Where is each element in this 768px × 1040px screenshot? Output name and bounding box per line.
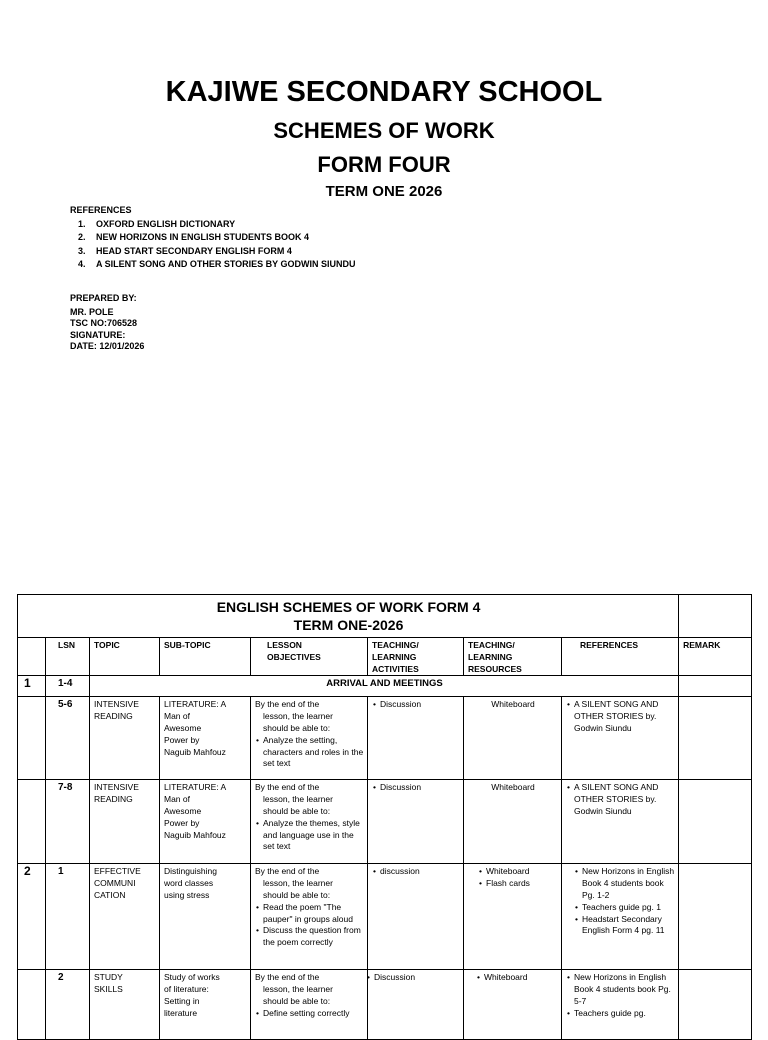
topic-cell: STUDY SKILLS xyxy=(90,970,160,1040)
schemes-table xyxy=(17,594,752,1040)
activities-cell: • Discussion xyxy=(368,780,464,864)
header-subtopic: SUB-TOPIC xyxy=(160,638,251,676)
lesson-number: 7-8 xyxy=(46,780,90,864)
resources-cell: • Whiteboard xyxy=(464,970,562,1040)
remark-cell xyxy=(679,676,752,697)
topic-cell: INTENSIVE READING xyxy=(90,780,160,864)
subtopic-cell: LITERATURE: A Man of Awesome Power by Naguib Mahfouz xyxy=(160,780,251,864)
subtopic-cell: Distinguishing word classes using stress xyxy=(160,864,251,970)
week-cell xyxy=(18,780,46,864)
activities-cell: • discussion xyxy=(368,864,464,970)
remark-cell xyxy=(679,780,752,864)
header-objectives: LESSON OBJECTIVES xyxy=(251,638,368,676)
prepared-heading: PREPARED BY: xyxy=(70,293,137,303)
reference-item: 4. A SILENT SONG AND OTHER STORIES BY GODWIN SIUNDU xyxy=(88,258,356,272)
activities-cell: • Discussion xyxy=(368,970,464,1040)
header-row xyxy=(18,638,752,676)
header-lsn: LSN xyxy=(46,638,90,676)
document-title: SCHEMES OF WORK xyxy=(273,118,495,143)
week-cell xyxy=(18,970,46,1040)
resources-cell: • Whiteboard • Flash cards xyxy=(464,864,562,970)
references-section xyxy=(70,204,356,272)
arrival-meetings: ARRIVAL AND MEETINGS xyxy=(90,676,679,697)
term-label: TERM ONE 2026 xyxy=(325,183,443,200)
table-row xyxy=(18,970,752,1040)
topic-cell: EFFECTIVE COMMUNI CATION xyxy=(90,864,160,970)
header-week xyxy=(18,638,46,676)
form-level: FORM FOUR xyxy=(317,152,451,177)
header-remark: REMARK xyxy=(679,638,752,676)
title-blank-cell xyxy=(679,595,752,638)
lesson-number: 1-4 xyxy=(46,676,90,697)
references-cell: • A SILENT SONG AND OTHER STORIES by. Godwin Siundu xyxy=(562,697,679,780)
header-activities: TEACHING/ LEARNING ACTIVITIES xyxy=(368,638,464,676)
resources-cell: Whiteboard xyxy=(464,697,562,780)
objectives-cell: By the end of the lesson, the learner should be able to: • Define setting correctly xyxy=(251,970,368,1040)
header-resources: TEACHING/ LEARNING RESOURCES xyxy=(464,638,562,676)
remark-cell xyxy=(679,970,752,1040)
lesson-number: 2 xyxy=(46,970,90,1040)
prepared-by-section xyxy=(70,293,144,353)
prepared-date: DATE: 12/01/2026 xyxy=(70,341,145,351)
teacher-name: MR. POLE xyxy=(70,306,114,317)
header-references: REFERENCES xyxy=(562,638,679,676)
objectives-cell: By the end of the lesson, the learner should be able to: • Analyze the themes, style and language use in the set text xyxy=(251,780,368,864)
activities-cell: • Discussion xyxy=(368,697,464,780)
references-cell: • New Horizons in English Book 4 students book Pg. 5-7 • Teachers guide pg. xyxy=(562,970,679,1040)
reference-item: 1. OXFORD ENGLISH DICTIONARY xyxy=(88,218,356,232)
resources-cell: Whiteboard xyxy=(464,780,562,864)
topic-cell: INTENSIVE READING xyxy=(90,697,160,780)
table-row xyxy=(18,780,752,864)
table-row xyxy=(18,697,752,780)
table-row xyxy=(18,864,752,970)
school-name: KAJIWE SECONDARY SCHOOL xyxy=(165,76,603,108)
week-cell xyxy=(18,697,46,780)
objectives-cell: By the end of the lesson, the learner should be able to: • Analyze the setting, characters and roles in the set text xyxy=(251,697,368,780)
subtopic-cell: LITERATURE: A Man of Awesome Power by Naguib Mahfouz xyxy=(160,697,251,780)
remark-cell xyxy=(679,864,752,970)
references-list xyxy=(70,218,356,272)
week-number: 1 xyxy=(18,676,46,697)
table-row xyxy=(18,676,752,697)
subtopic-cell: Study of works of literature: Setting in literature xyxy=(160,970,251,1040)
header-topic: TOPIC xyxy=(90,638,160,676)
references-cell: • A SILENT SONG AND OTHER STORIES by. Godwin Siundu xyxy=(562,780,679,864)
signature-line: SIGNATURE: xyxy=(70,329,126,340)
week-number: 2 xyxy=(18,864,46,970)
references-cell: • New Horizons in English Book 4 students book Pg. 1-2 • Teachers guide pg. 1 • Headstart Secondary English Form 4 pg. 11 xyxy=(562,864,679,970)
reference-item: 2. NEW HORIZONS IN ENGLISH STUDENTS BOOK 4 xyxy=(88,231,356,245)
objectives-cell: By the end of the lesson, the learner should be able to: • Read the poem "The pauper" in groups aloud • Discuss the question from the poem correctly xyxy=(251,864,368,970)
tsc-number: TSC NO:706528 xyxy=(70,318,138,328)
reference-item: 3. HEAD START SECONDARY ENGLISH FORM 4 xyxy=(88,245,356,259)
lesson-number: 5-6 xyxy=(46,697,90,780)
table-title: ENGLISH SCHEMES OF WORK FORM 4 TERM ONE-2026 xyxy=(18,595,679,638)
remark-cell xyxy=(679,697,752,780)
references-heading: REFERENCES xyxy=(70,205,132,215)
lesson-number: 1 xyxy=(46,864,90,970)
